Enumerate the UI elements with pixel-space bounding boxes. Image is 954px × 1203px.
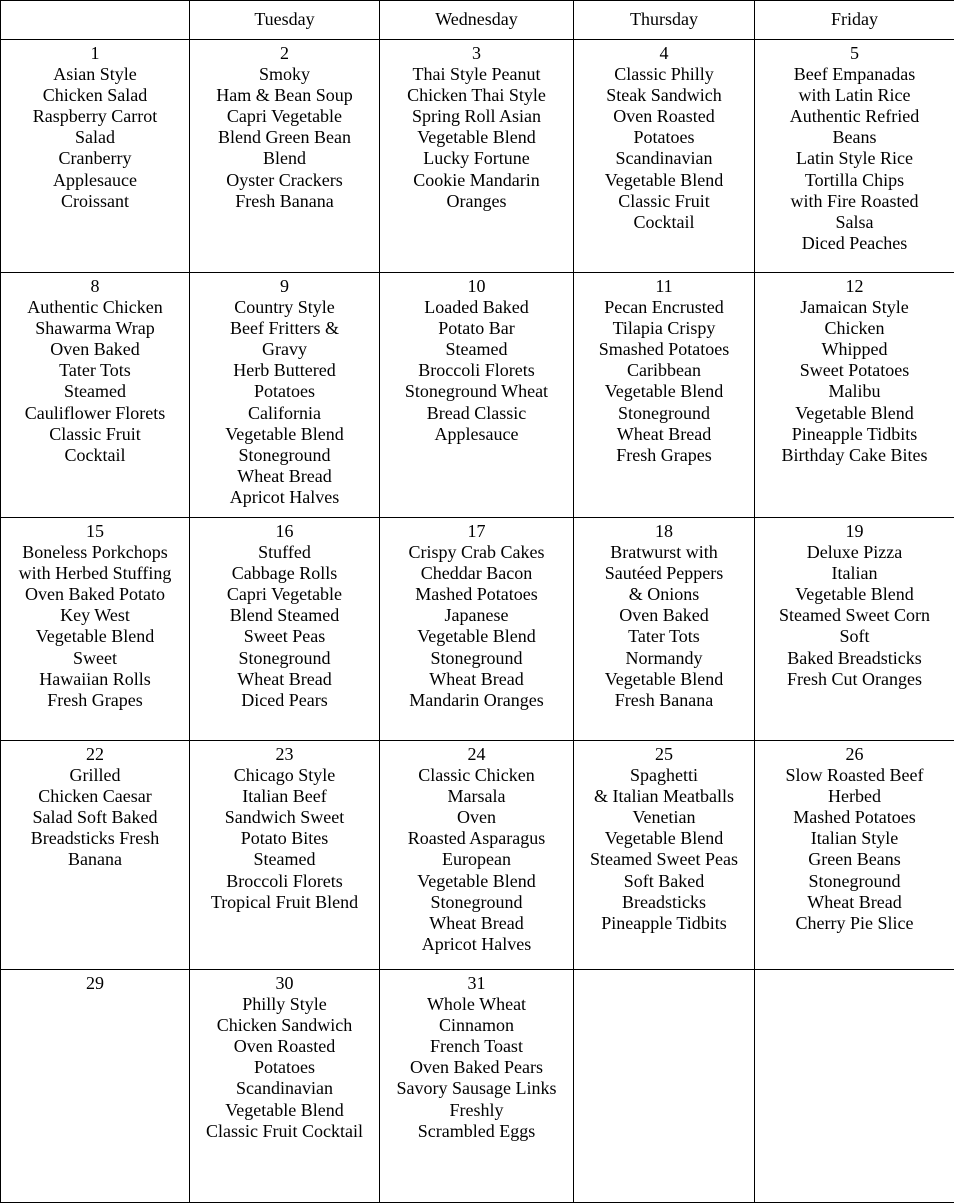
menu-item: California [190,403,379,424]
menu-item: Apricot Halves [380,934,573,955]
day-cell [1,273,190,518]
menu-item: Classic Fruit [574,191,754,212]
menu-item: Whole Wheat [380,994,573,1015]
day-number: 8 [1,273,189,297]
day-number: 26 [755,741,954,765]
day-cell [1,40,190,273]
menu-item: Vegetable Blend [574,828,754,849]
menu-item: Cookie Mandarin [380,170,573,191]
menu-item: Wheat Bread [380,913,573,934]
menu-item: Chicken Caesar [1,786,189,807]
menu-item: Steamed Sweet Corn [755,605,954,626]
menu-item: Mandarin Oranges [380,690,573,711]
menu-item: Vegetable Blend [574,381,754,402]
menu-item: Vegetable Blend [755,584,954,605]
menu-item: with Herbed Stuffing [1,563,189,584]
menu-item: Birthday Cake Bites [755,445,954,466]
header-tuesday: Tuesday [190,1,380,40]
day-cell [755,40,954,273]
menu-item: Wheat Bread [755,892,954,913]
menu-item: Cauliflower Florets [1,403,189,424]
day-cell [755,970,954,1203]
menu-item: Oyster Crackers [190,170,379,191]
menu-item: Whipped [755,339,954,360]
menu-item: Capri Vegetable [190,584,379,605]
menu-item: Malibu [755,381,954,402]
menu-item: Cinnamon [380,1015,573,1036]
menu-item: Cheddar Bacon [380,563,573,584]
menu-item: Salsa [755,212,954,233]
menu-item: Chicken Salad [1,85,189,106]
day-number: 5 [755,40,954,64]
menu-item: Capri Vegetable [190,106,379,127]
day-cell [755,741,954,970]
menu-item: Roasted Asparagus [380,828,573,849]
menu-item: Fresh Banana [190,191,379,212]
menu-item: Soft [755,626,954,647]
menu-item: Loaded Baked [380,297,573,318]
menu-item: Steak Sandwich [574,85,754,106]
menu-item: Stoneground [190,648,379,669]
week-row [1,40,954,273]
menu-item: Country Style [190,297,379,318]
menu-item: Venetian [574,807,754,828]
menu-item: Scandinavian [190,1078,379,1099]
day-cell [1,741,190,970]
day-number: 24 [380,741,573,765]
menu-item: Applesauce [1,170,189,191]
menu-item: Croissant [1,191,189,212]
day-number: 4 [574,40,754,64]
day-cell [755,518,954,741]
menu-item: Broccoli Florets [190,871,379,892]
menu-item: Spaghetti [574,765,754,786]
menu-item: Lucky Fortune [380,148,573,169]
menu-item: Fresh Grapes [574,445,754,466]
menu-item: Wheat Bread [190,669,379,690]
menu-item: Stoneground [190,445,379,466]
day-cell [380,273,574,518]
menu-item: Stoneground [380,892,573,913]
menu-item: Boneless Porkchops [1,542,189,563]
menu-item: Potatoes [190,381,379,402]
menu-item: Apricot Halves [190,487,379,508]
day-cell [574,970,755,1203]
day-number: 29 [1,970,189,994]
menu-item: Diced Peaches [755,233,954,254]
day-number: 25 [574,741,754,765]
menu-item: Chicago Style [190,765,379,786]
menu-item: Oranges [380,191,573,212]
menu-item: Sweet Potatoes [755,360,954,381]
menu-item: Vegetable Blend [755,403,954,424]
menu-item: Italian Style [755,828,954,849]
menu-item: Ham & Bean Soup [190,85,379,106]
menu-item: & Italian Meatballs [574,786,754,807]
menu-item: Classic Philly [574,64,754,85]
week-row [1,970,954,1203]
menu-item: Mashed Potatoes [755,807,954,828]
day-cell [380,518,574,741]
menu-item: Pineapple Tidbits [755,424,954,445]
menu-item: Classic Fruit [1,424,189,445]
menu-item: Oven [380,807,573,828]
menu-item: Marsala [380,786,573,807]
menu-item: Vegetable Blend [1,626,189,647]
day-cell [1,970,190,1203]
day-number: 9 [190,273,379,297]
day-cell [380,40,574,273]
menu-item: Broccoli Florets [380,360,573,381]
menu-item: Freshly [380,1100,573,1121]
menu-item: Oven Baked Potato [1,584,189,605]
menu-item: Stuffed [190,542,379,563]
menu-item: Fresh Banana [574,690,754,711]
day-number: 16 [190,518,379,542]
menu-item: Key West [1,605,189,626]
day-number: 12 [755,273,954,297]
day-cell [190,970,380,1203]
menu-item: Cranberry [1,148,189,169]
week-row [1,273,954,518]
menu-item: Italian [755,563,954,584]
day-number: 1 [1,40,189,64]
menu-item: Steamed [190,849,379,870]
menu-item: Shawarma Wrap [1,318,189,339]
menu-item: Wheat Bread [190,466,379,487]
menu-item: Savory Sausage Links [380,1078,573,1099]
menu-item: Soft Baked [574,871,754,892]
menu-item: Beans [755,127,954,148]
menu-item: Diced Pears [190,690,379,711]
menu-item: Salad Soft Baked [1,807,189,828]
menu-item: Crispy Crab Cakes [380,542,573,563]
menu-item: Potatoes [190,1057,379,1078]
menu-item: Cabbage Rolls [190,563,379,584]
menu-item: Chicken [755,318,954,339]
menu-item: Stoneground Wheat [380,381,573,402]
menu-item: Beef Fritters & [190,318,379,339]
day-cell [190,273,380,518]
menu-item: Slow Roasted Beef [755,765,954,786]
menu-item: Vegetable Blend [190,1100,379,1121]
day-number: 10 [380,273,573,297]
menu-item: Stoneground [574,403,754,424]
menu-item: Beef Empanadas [755,64,954,85]
menu-item: Tropical Fruit Blend [190,892,379,913]
day-cell [574,40,755,273]
menu-item: Applesauce [380,424,573,445]
day-cell [574,518,755,741]
menu-item: Wheat Bread [380,669,573,690]
day-cell [755,273,954,518]
menu-item: Classic Fruit Cocktail [190,1121,379,1142]
menu-item: Oven Roasted [574,106,754,127]
day-cell [190,518,380,741]
menu-item: Bread Classic [380,403,573,424]
day-cell [1,518,190,741]
menu-item: Baked Breadsticks [755,648,954,669]
menu-item: Vegetable Blend [380,871,573,892]
menu-item: Jamaican Style [755,297,954,318]
menu-item: Gravy [190,339,379,360]
menu-item: Herbed [755,786,954,807]
header-friday: Friday [755,1,954,40]
menu-item: Oven Baked [1,339,189,360]
menu-item: Cocktail [574,212,754,233]
menu-item: Caribbean [574,360,754,381]
menu-item: Blend [190,148,379,169]
menu-item: Breadsticks Fresh [1,828,189,849]
menu-item: Vegetable Blend [380,626,573,647]
day-cell [380,970,574,1203]
day-cell [380,741,574,970]
menu-item: Spring Roll Asian [380,106,573,127]
menu-item: Steamed [380,339,573,360]
header-thursday: Thursday [574,1,755,40]
menu-item: Chicken Sandwich [190,1015,379,1036]
menu-item: Italian Beef [190,786,379,807]
menu-item: Mashed Potatoes [380,584,573,605]
day-cell [574,273,755,518]
day-number [574,970,754,973]
menu-item: Smashed Potatoes [574,339,754,360]
day-cell [190,741,380,970]
menu-item: Oven Baked Pears [380,1057,573,1078]
week-row [1,518,954,741]
menu-item: with Latin Rice [755,85,954,106]
menu-item: Banana [1,849,189,870]
menu-body [1,40,954,1203]
menu-item: Fresh Cut Oranges [755,669,954,690]
menu-item: Tater Tots [574,626,754,647]
menu-item: Tater Tots [1,360,189,381]
day-number: 31 [380,970,573,994]
menu-item: Vegetable Blend [190,424,379,445]
day-cell [190,40,380,273]
menu-item: Chicken Thai Style [380,85,573,106]
menu-item: Wheat Bread [574,424,754,445]
day-cell [574,741,755,970]
day-number: 15 [1,518,189,542]
menu-item: Oven Roasted [190,1036,379,1057]
menu-item: Deluxe Pizza [755,542,954,563]
day-number: 19 [755,518,954,542]
menu-item: Tortilla Chips [755,170,954,191]
menu-item: Stoneground [380,648,573,669]
menu-item: Latin Style Rice [755,148,954,169]
day-number: 18 [574,518,754,542]
menu-item: Pineapple Tidbits [574,913,754,934]
menu-item: Philly Style [190,994,379,1015]
menu-item: Asian Style [1,64,189,85]
menu-item: & Onions [574,584,754,605]
menu-item: Steamed Sweet Peas [574,849,754,870]
menu-item: European [380,849,573,870]
menu-item: Sweet Peas [190,626,379,647]
menu-item: Tilapia Crispy [574,318,754,339]
menu-item: Thai Style Peanut [380,64,573,85]
menu-item: Hawaiian Rolls [1,669,189,690]
day-number: 3 [380,40,573,64]
menu-item: Smoky [190,64,379,85]
header-blank [1,1,190,40]
menu-item: Authentic Refried [755,106,954,127]
menu-item: Salad [1,127,189,148]
day-number: 2 [190,40,379,64]
menu-item: Fresh Grapes [1,690,189,711]
menu-item: Authentic Chicken [1,297,189,318]
day-number: 22 [1,741,189,765]
menu-item: Stoneground [755,871,954,892]
menu-item: Classic Chicken [380,765,573,786]
menu-item: Blend Green Bean [190,127,379,148]
week-row [1,741,954,970]
menu-item: Herb Buttered [190,360,379,381]
menu-item: Vegetable Blend [380,127,573,148]
menu-item: Cherry Pie Slice [755,913,954,934]
menu-item: Sautéed Peppers [574,563,754,584]
menu-item: Scandinavian [574,148,754,169]
menu-item: Green Beans [755,849,954,870]
header-wednesday: Wednesday [380,1,574,40]
menu-item: Potato Bites [190,828,379,849]
menu-item: Raspberry Carrot [1,106,189,127]
menu-item: Potatoes [574,127,754,148]
menu-item: Pecan Encrusted [574,297,754,318]
menu-item: Potato Bar [380,318,573,339]
menu-item: Bratwurst with [574,542,754,563]
menu-item: Grilled [1,765,189,786]
menu-item: Cocktail [1,445,189,466]
menu-item: Breadsticks [574,892,754,913]
menu-item: Blend Steamed [190,605,379,626]
day-number [755,970,954,973]
header-row [1,1,954,40]
day-number: 11 [574,273,754,297]
menu-item: French Toast [380,1036,573,1057]
day-number: 17 [380,518,573,542]
menu-item: Steamed [1,381,189,402]
menu-item: Sweet [1,648,189,669]
menu-item: Vegetable Blend [574,669,754,690]
menu-item: Japanese [380,605,573,626]
menu-item: Vegetable Blend [574,170,754,191]
menu-item: Normandy [574,648,754,669]
day-number: 23 [190,741,379,765]
day-number: 30 [190,970,379,994]
menu-item: Oven Baked [574,605,754,626]
menu-item: with Fire Roasted [755,191,954,212]
menu-item: Scrambled Eggs [380,1121,573,1142]
menu-item: Sandwich Sweet [190,807,379,828]
